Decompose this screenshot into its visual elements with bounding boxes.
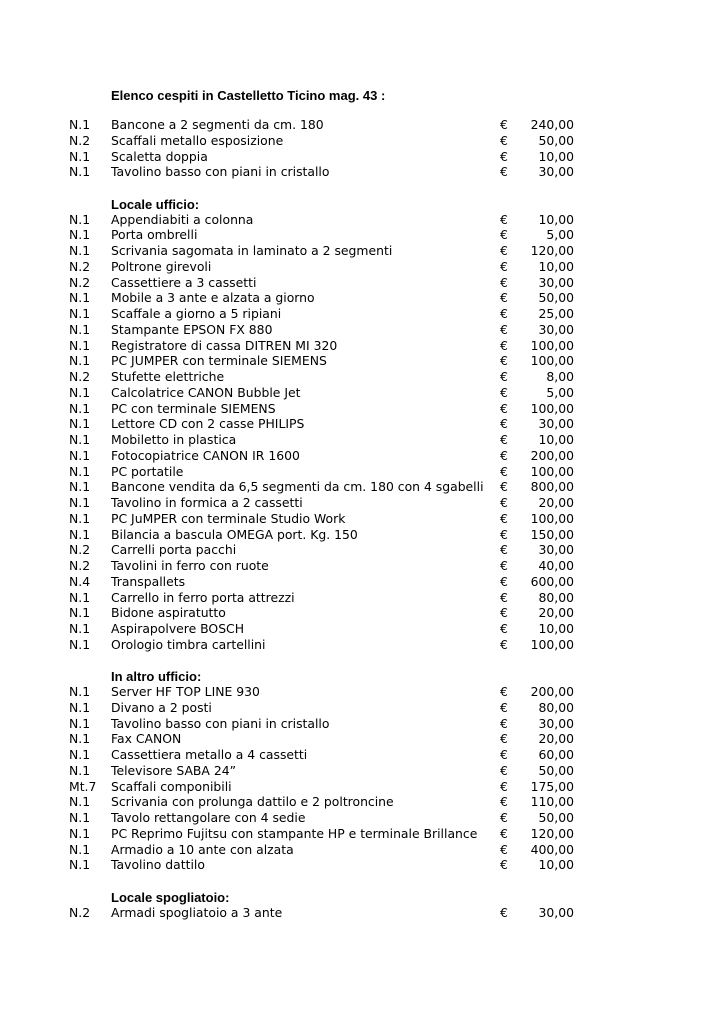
item-amount: 30,00 (538, 274, 574, 290)
item-amount: 100,00 (530, 353, 574, 369)
item-quantity: N.1 (69, 510, 91, 526)
item-quantity: N.1 (69, 384, 91, 400)
item-quantity: N.1 (69, 857, 91, 873)
item-description: Cassettiera metallo a 4 cassetti (111, 747, 308, 762)
item-amount: 800,00 (530, 479, 574, 495)
item-quantity: N.1 (69, 621, 91, 636)
list-item (0, 338, 724, 354)
currency-symbol: € (500, 731, 508, 747)
item-amount: 30,00 (538, 715, 574, 731)
currency-symbol: € (500, 290, 508, 306)
currency-symbol: € (500, 794, 508, 810)
item-amount: 20,00 (538, 495, 574, 510)
currency-symbol: € (500, 148, 508, 164)
item-description: PC con terminale SIEMENS (111, 400, 276, 416)
list-item (0, 243, 724, 259)
currency-symbol: € (500, 636, 508, 652)
item-quantity: N.1 (69, 495, 91, 510)
item-amount: 50,00 (538, 762, 574, 778)
item-amount: 100,00 (530, 636, 574, 652)
item-description: Scaffali componibili (111, 778, 232, 794)
item-description: Scrivania con prolunga dattilo e 2 poltroncine (111, 794, 394, 810)
currency-symbol: € (500, 904, 508, 920)
list-item (0, 416, 724, 432)
item-description: Armadi spogliatoio a 3 ante (111, 904, 283, 920)
currency-symbol: € (500, 715, 508, 731)
currency-symbol: € (500, 699, 508, 715)
item-amount: 30,00 (538, 542, 574, 558)
item-description: Scaffali metallo esposizione (111, 132, 284, 148)
item-quantity: N.1 (69, 211, 91, 227)
item-description: Poltrone girevoli (111, 258, 212, 274)
item-amount: 40,00 (538, 558, 574, 573)
list-item (0, 779, 724, 795)
list-item (0, 716, 724, 732)
currency-symbol: € (500, 810, 508, 825)
item-description: Fotocopiatrice CANON IR 1600 (111, 447, 300, 463)
item-amount: 20,00 (538, 605, 574, 621)
list-item (0, 621, 724, 637)
list-item (0, 842, 724, 858)
spacer (0, 109, 724, 117)
currency-symbol: € (500, 558, 508, 573)
list-item (0, 605, 724, 621)
list-item (0, 511, 724, 527)
item-amount: 150,00 (530, 526, 574, 542)
item-quantity: N.1 (69, 416, 91, 432)
list-item (0, 810, 724, 826)
item-amount: 10,00 (538, 258, 574, 274)
item-quantity: N.1 (69, 699, 91, 715)
item-quantity: N.1 (69, 731, 91, 747)
currency-symbol: € (500, 747, 508, 762)
item-amount: 20,00 (538, 731, 574, 747)
list-item (0, 542, 724, 558)
item-description: PC Reprimo Fujitsu con stampante HP e terminale Brillance (111, 825, 478, 841)
currency-symbol: € (500, 684, 508, 699)
item-quantity: N.1 (69, 306, 91, 321)
item-amount: 600,00 (530, 573, 574, 589)
item-description: Tavolini in ferro con ruote (111, 558, 269, 573)
item-description: Bilancia a bascula OMEGA port. Kg. 150 (111, 526, 358, 542)
list-item (0, 637, 724, 653)
list-item (0, 857, 724, 873)
currency-symbol: € (500, 243, 508, 258)
item-description: Mobile a 3 ante e alzata a giorno (111, 290, 315, 306)
item-amount: 80,00 (538, 589, 574, 605)
currency-symbol: € (500, 132, 508, 148)
item-quantity: N.1 (69, 684, 91, 699)
item-quantity: N.1 (69, 117, 91, 132)
item-description: Appendiabiti a colonna (111, 211, 254, 227)
list-item (0, 590, 724, 606)
item-description: PC JuMPER con terminale Studio Work (111, 510, 346, 526)
item-amount: 10,00 (538, 432, 574, 447)
item-description: Stampante EPSON FX 880 (111, 321, 273, 337)
item-amount: 100,00 (530, 510, 574, 526)
item-quantity: Mt.7 (69, 778, 97, 794)
item-amount: 10,00 (538, 621, 574, 636)
item-quantity: N.2 (69, 274, 91, 290)
currency-symbol: € (500, 621, 508, 636)
list-item (0, 495, 724, 511)
item-description: Tavolino in formica a 2 cassetti (111, 495, 303, 510)
list-item (0, 401, 724, 417)
item-quantity: N.1 (69, 290, 91, 306)
item-amount: 30,00 (538, 416, 574, 432)
item-quantity: N.1 (69, 148, 91, 164)
item-description: Aspirapolvere BOSCH (111, 621, 245, 636)
item-amount: 110,00 (530, 794, 574, 810)
item-description: Transpallets (111, 573, 186, 589)
item-quantity: N.1 (69, 841, 91, 857)
item-quantity: N.1 (69, 479, 91, 495)
currency-symbol: € (500, 825, 508, 841)
currency-symbol: € (500, 762, 508, 778)
list-item (0, 259, 724, 275)
item-quantity: N.1 (69, 605, 91, 621)
list-item (0, 133, 724, 149)
list-item (0, 353, 724, 369)
item-amount: 25,00 (538, 306, 574, 321)
item-quantity: N.1 (69, 321, 91, 337)
list-item (0, 527, 724, 543)
list-item (0, 149, 724, 165)
list-item (0, 385, 724, 401)
item-amount: 30,00 (538, 904, 574, 920)
section-heading: In altro ufficio: (111, 669, 202, 684)
item-quantity: N.1 (69, 164, 91, 180)
item-amount: 80,00 (538, 699, 574, 715)
section-heading: Locale spogliatoio: (111, 889, 230, 905)
document-body (0, 86, 724, 920)
currency-symbol: € (500, 164, 508, 180)
list-item (0, 227, 724, 243)
currency-symbol: € (500, 384, 508, 400)
list-item (0, 164, 724, 180)
list-item (0, 464, 724, 480)
section-heading-row (0, 653, 724, 685)
item-description: Tavolino dattilo (111, 857, 205, 873)
currency-symbol: € (500, 495, 508, 510)
item-description: Divano a 2 posti (111, 699, 212, 715)
currency-symbol: € (500, 479, 508, 495)
item-amount: 120,00 (530, 243, 574, 258)
item-description: Stufette elettriche (111, 369, 225, 384)
item-amount: 100,00 (530, 400, 574, 416)
list-item (0, 684, 724, 700)
currency-symbol: € (500, 510, 508, 526)
item-quantity: N.1 (69, 243, 91, 258)
item-quantity: N.2 (69, 369, 91, 384)
item-amount: 200,00 (530, 447, 574, 463)
currency-symbol: € (500, 369, 508, 384)
list-item (0, 275, 724, 291)
currency-symbol: € (500, 589, 508, 605)
currency-symbol: € (500, 117, 508, 132)
currency-symbol: € (500, 463, 508, 479)
item-quantity: N.1 (69, 447, 91, 463)
list-item (0, 731, 724, 747)
item-description: Bidone aspiratutto (111, 605, 226, 621)
item-description: Mobiletto in plastica (111, 432, 237, 447)
item-amount: 120,00 (530, 825, 574, 841)
item-quantity: N.2 (69, 258, 91, 274)
item-amount: 175,00 (530, 778, 574, 794)
currency-symbol: € (500, 573, 508, 589)
item-amount: 50,00 (538, 132, 574, 148)
item-quantity: N.1 (69, 715, 91, 731)
item-amount: 10,00 (538, 148, 574, 164)
list-item (0, 826, 724, 842)
document-title: Elenco cespiti in Castelletto Ticino mag. 43 : (111, 88, 386, 103)
item-amount: 30,00 (538, 164, 574, 180)
item-quantity: N.4 (69, 573, 91, 589)
currency-symbol: € (500, 321, 508, 337)
item-amount: 240,00 (530, 117, 574, 132)
item-quantity: N.1 (69, 762, 91, 778)
currency-symbol: € (500, 258, 508, 274)
currency-symbol: € (500, 353, 508, 369)
list-item (0, 794, 724, 810)
item-quantity: N.1 (69, 526, 91, 542)
item-amount: 200,00 (530, 684, 574, 699)
list-item (0, 905, 724, 921)
item-quantity: N.1 (69, 589, 91, 605)
item-quantity: N.1 (69, 353, 91, 369)
item-amount: 8,00 (546, 369, 574, 384)
item-description: Calcolatrice CANON Bubble Jet (111, 384, 301, 400)
item-description: Cassettiere a 3 cassetti (111, 274, 257, 290)
item-quantity: N.2 (69, 558, 91, 573)
currency-symbol: € (500, 400, 508, 416)
currency-symbol: € (500, 337, 508, 353)
item-quantity: N.1 (69, 432, 91, 447)
list-item (0, 448, 724, 464)
item-description: Bancone vendita da 6,5 segmenti da cm. 180 con 4 sgabelli (111, 479, 484, 495)
currency-symbol: € (500, 227, 508, 243)
section-heading-row (0, 873, 724, 905)
item-amount: 5,00 (546, 227, 574, 243)
item-quantity: N.1 (69, 810, 91, 825)
item-quantity: N.2 (69, 132, 91, 148)
item-amount: 60,00 (538, 747, 574, 762)
item-amount: 400,00 (530, 841, 574, 857)
list-item (0, 574, 724, 590)
list-item (0, 700, 724, 716)
list-item (0, 558, 724, 574)
sections (0, 109, 724, 920)
currency-symbol: € (500, 778, 508, 794)
item-description: Tavolino basso con piani in cristallo (111, 715, 330, 731)
item-description: Armadio a 10 ante con alzata (111, 841, 294, 857)
item-description: Televisore SABA 24” (111, 762, 237, 778)
item-quantity: N.1 (69, 825, 91, 841)
item-description: Lettore CD con 2 casse PHILIPS (111, 416, 305, 432)
item-amount: 50,00 (538, 290, 574, 306)
item-description: Carrello in ferro porta attrezzi (111, 589, 295, 605)
item-amount: 10,00 (538, 857, 574, 873)
item-description: Scaletta doppia (111, 148, 208, 164)
item-description: PC JUMPER con terminale SIEMENS (111, 353, 327, 369)
item-description: Server HF TOP LINE 930 (111, 684, 260, 699)
list-item (0, 432, 724, 448)
section-heading-row (0, 180, 724, 212)
item-description: Orologio timbra cartellini (111, 636, 266, 652)
item-amount: 100,00 (530, 463, 574, 479)
item-amount: 10,00 (538, 211, 574, 227)
item-description: Tavolo rettangolare con 4 sedie (111, 810, 306, 825)
list-item (0, 747, 724, 763)
currency-symbol: € (500, 274, 508, 290)
item-quantity: N.1 (69, 337, 91, 353)
item-description: Registratore di cassa DITREN MI 320 (111, 337, 338, 353)
item-quantity: N.1 (69, 794, 91, 810)
item-description: Tavolino basso con piani in cristallo (111, 164, 330, 180)
document-title-row (0, 86, 724, 109)
item-quantity: N.1 (69, 636, 91, 652)
item-description: PC portatile (111, 463, 184, 479)
currency-symbol: € (500, 542, 508, 558)
item-description: Scaffale a giorno a 5 ripiani (111, 306, 282, 321)
currency-symbol: € (500, 526, 508, 542)
list-item (0, 479, 724, 495)
item-amount: 50,00 (538, 810, 574, 825)
item-quantity: N.2 (69, 904, 91, 920)
item-amount: 30,00 (538, 321, 574, 337)
currency-symbol: € (500, 211, 508, 227)
list-item (0, 212, 724, 228)
section-heading: Locale ufficio: (111, 196, 200, 212)
item-amount: 100,00 (530, 337, 574, 353)
item-quantity: N.1 (69, 463, 91, 479)
list-item (0, 117, 724, 133)
item-description: Porta ombrelli (111, 227, 198, 243)
item-description: Bancone a 2 segmenti da cm. 180 (111, 117, 324, 132)
currency-symbol: € (500, 432, 508, 447)
currency-symbol: € (500, 857, 508, 873)
item-description: Fax CANON (111, 731, 182, 747)
item-quantity: N.1 (69, 747, 91, 762)
currency-symbol: € (500, 416, 508, 432)
currency-symbol: € (500, 841, 508, 857)
list-item (0, 290, 724, 306)
item-quantity: N.1 (69, 400, 91, 416)
item-description: Scrivania sagomata in laminato a 2 segmenti (111, 243, 393, 258)
list-item (0, 369, 724, 385)
item-description: Carrelli porta pacchi (111, 542, 237, 558)
currency-symbol: € (500, 447, 508, 463)
list-item (0, 306, 724, 322)
item-quantity: N.1 (69, 227, 91, 243)
item-amount: 5,00 (546, 384, 574, 400)
list-item (0, 763, 724, 779)
currency-symbol: € (500, 605, 508, 621)
currency-symbol: € (500, 306, 508, 321)
item-quantity: N.2 (69, 542, 91, 558)
list-item (0, 322, 724, 338)
